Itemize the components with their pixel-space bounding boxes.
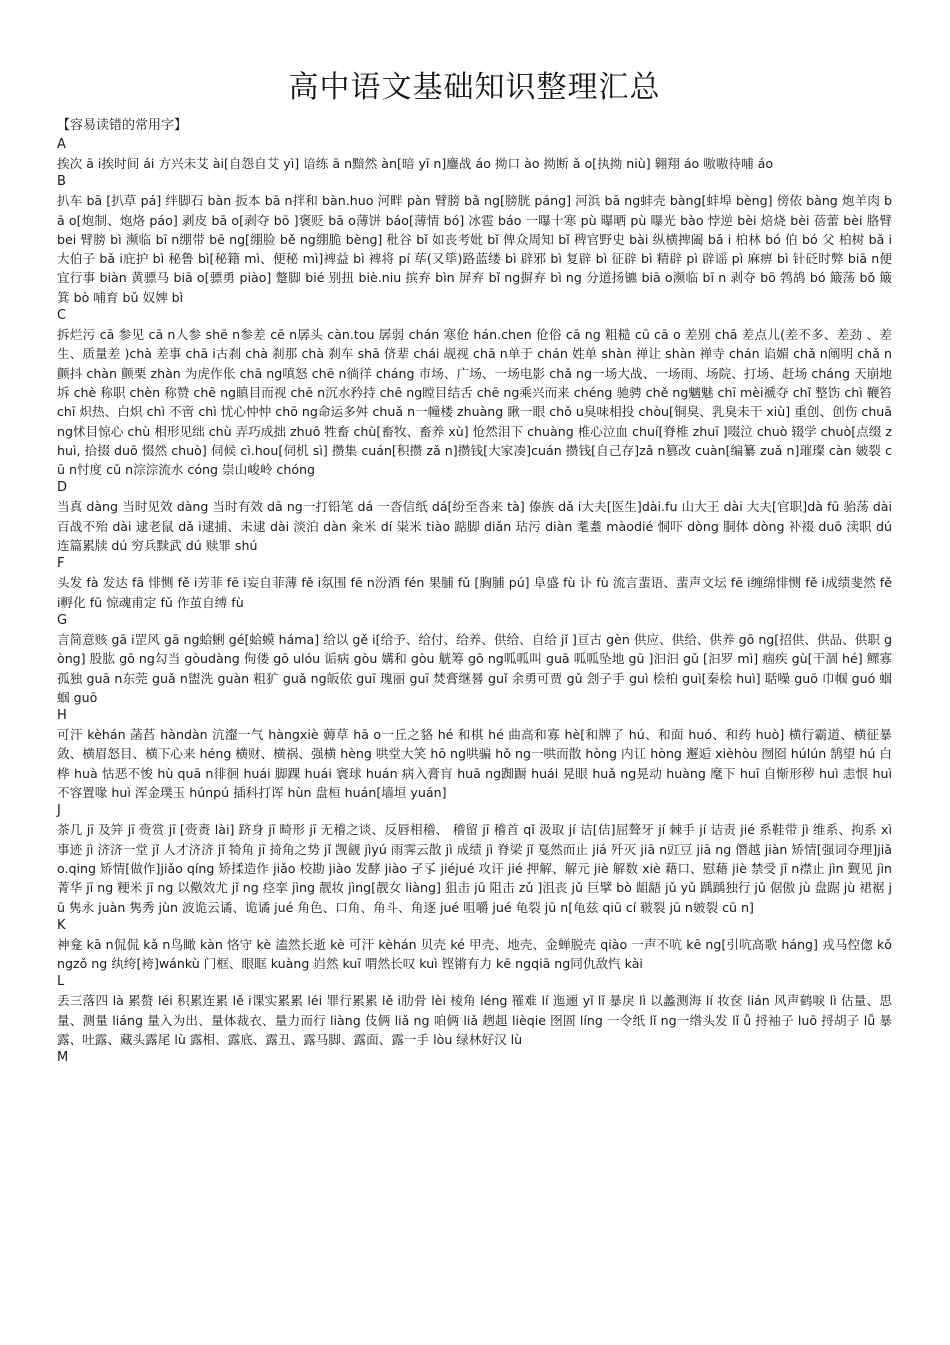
section-entries: 挨次 ā i挨时间 ái 方兴未艾 ài[自怨自艾 yì] 谙练 ā n黯然 àn[暗 yī n]鏖战 áo 拗口 ào 拗断 ǎ o[执拗 niù] 翱翔 áo 嗷嗷待哺 áo — [57, 156, 774, 171]
section-letter: G — [57, 612, 68, 628]
section-letter: D — [57, 480, 68, 496]
section-k — [57, 917, 892, 974]
section-letter: L — [57, 974, 65, 990]
section-entries: 丢三落四 là 累赘 léi 积累连累 lě i课实累累 léi 罪行累累 lě i肋骨 lèi 棱角 léng 罹难 lí 迤逦 yǐ lǐ 暴戾 lì 以蠡测海 lí 妆奁 lián 风声鹤唳 lì 估量、思量、测量 liáng 量入为出、量体裁衣、量力而行 liàng 伎俩 liǎ ng 咱俩 liǎ 趔趄 lièqie 囹圄 líng 一令纸 lǐ ng一绺头发 lǐ ǚ 捋袖子 luō 捋胡子 lǚ 暴露、吐露、藏头露尾 lù 露相、露底、露丑、露马脚、露面、露一手 lòu 绿林好汉 lù — [57, 993, 892, 1047]
section-f — [57, 555, 892, 612]
section-j — [57, 802, 892, 916]
section-entries: 当真 dàng 当时见效 dàng 当时有效 dā ng一打铅笔 dá 一沓信纸 dá[纷至沓来 tà] 傣族 dǎ i大夫[医生]dài.fu 山大王 dài 大夫[官职]dà fū 骀荡 dài 百战不殆 dài 逮老鼠 dǎ i逮捕、未逮 dài 淡泊 dàn 籴米 dí 粜米 tiào 踮脚 diǎn 玷污 diàn 耄耋 màodié 恫吓 dòng 胴体 dòng 补裰 duō 渎职 dú 连篇累牍 dú 穷兵黩武 dú 赎罪 shú — [57, 499, 892, 554]
section-m — [57, 1049, 892, 1067]
section-entries: 扒车 bā [扒草 pá] 绊脚石 bàn 扳本 bā n拌和 bàn.huo 河畔 pàn 臂膀 bǎ ng[膀胱 páng] 河浜 bā ng蚌壳 bàng[蚌埠 bèng] 傍依 bàng 炮羊肉 bā o[炮制、炮烙 páo] 剥皮 bā o[剥夺 bō ]褒贬 bā o薄饼 báo[薄情 bó] 冰雹 báo 一曝十寒 pù 曝晒 pù 曝光 bào 悖逆 bèi 焙烧 bèi 蓓蕾 bèi 胳臂 bei 臂膀 bì 濒临 bī n绷带 bē ng[绷脸 bě ng绷脆 bèng] 秕谷 bǐ 如丧考妣 bǐ 俾众周知 bǐ 稗官野史 bài 纵横捭阖 bǎ i 柏林 bó 伯 bó 父 柏树 bǎ i大伯子 bǎ i庇护 bì 秘鲁 bì[秘籍 mì、便秘 mì]裨益 bì 裨将 pí 荜(又筚)路蓝缕 bì 辟邪 bì 复辟 bì 征辟 bì 精辟 pì 辟谣 pì 麻痹 bì 针砭时弊 biā n便宜行事 biàn 黄骠马 biā o[骠勇 piào] 蹩脚 bié 别扭 biè.niu 摈弃 bìn 屏弃 bǐ ng摒弃 bì ng 分道扬镳 biā o濒临 bī n 剥夺 bō 鹁鸪 bó 簸荡 bǒ 簸箕 bò 哺育 bǔ 奴婢 bì — [57, 193, 892, 305]
section-entries: 可汗 kèhán 菡萏 hàndàn 沆瀣一气 hàngxiè 薅草 hā o一丘之貉 hé 和棋 hé 曲高和寡 hè[和牌了 hú、和面 huó、和药 huò] 横行霸道、横征暴敛、横眉怒目、横下心来 héng 横财、横祸、强横 hèng 哄堂大笑 hō ng哄骗 hǒ ng一哄而散 hòng 内讧 hòng 邂逅 xièhòu 囫囵 húlún 鹄望 hú 白桦 huà 怙恶不悛 hù quā n徘徊 huái 脚踝 huái 寰球 huán 病入膏肓 huā ng踟蹰 huái 晃眼 huǎ ng晃动 huàng 麾下 huī 自惭形秽 huì 恚恨 huì 不容置喙 huì 浑金璞玉 húnpú 插科打诨 hùn 盘桓 huán[墙垣 yuán] — [57, 727, 892, 801]
section-entries: 神龛 kā n侃侃 kǎ n鸟瞰 kàn 恪守 kè 溘然长逝 kè 可汗 kèhán 贝壳 ké 甲壳、地壳、金蝉脱壳 qiào 一声不吭 kē ng[引吭高歌 háng] 戎马倥偬 kǒ ngzǒ ng 纨绔[袴]wánkù 门框、眼眶 kuàng 岿然 kuī 喟然长叹 kuì 铿锵有力 kē ngqiā ng同仇敌忾 kài — [57, 936, 892, 972]
section-subtitle: 【容易读错的常用字】 — [57, 118, 188, 133]
section-a — [57, 136, 892, 173]
section-letter: M — [57, 1050, 69, 1066]
section-letter: C — [57, 308, 67, 324]
section-entries: 茶几 jī 及笄 jī 赍赏 jī [赍赉 lài] 跻身 jī 畸形 jī 无稽之谈、反唇相稽、 稽留 jī 稽首 qǐ 汲取 jí 诘[佶]屈聱牙 jí 棘手 jí 诘责 jié 系鞋带 jì 维系、拘系 xì 事迹 jì 济济一堂 jǐ 人才济济 jǐ 犄角 jī 掎角之势 jǐ 觊觎 jìyú 雨霁云散 jì 成绩 jì 脊梁 jǐ 戛然而止 jiá 歼灭 jiā n豇豆 jiā ng 僭越 jiàn 矫情[强词夺理]jiǎo.qing 矫情[做作]jiǎo qíng 矫揉造作 jiǎo 校勘 jiào 发酵 jiào 孑孓 jiéjué 攻讦 jié 押解、解元 jiè 解数 xiè 藉口、慰藉 jiè 禁受 jī n襟止 jìn 觐见 jìn 菁华 jī ng 粳米 jī ng 以儆效尤 jǐ ng 痉挛 jìng 靓妆 jìng[靓女 liàng] 狙击 jū 阻击 zǔ ]沮丧 jǔ 巨擘 bò 龃龉 jǔ yǔ 踽踽独行 jǔ 倨傲 jù 盘踞 jù 裙裾 jū 隽永 juàn 隽秀 jùn 波诡云谲、诡谲 jué 角色、口角、角斗、角逐 jué 咀嚼 jué 龟裂 jū n[龟兹 qiū cí 皲裂 jū n皴裂 cū n] — [57, 822, 892, 915]
section-l — [57, 973, 892, 1049]
section-entries: 头发 fà 发达 fā 悱恻 fě i芳菲 fē i妄自菲薄 fě i氛围 fē n汾酒 fén 果脯 fǔ [胸脯 pú] 阜盛 fù 讣 fù 流言蜚语、蜚声文坛 fē i缠绵悱恻 fě i成绩斐然 fě i孵化 fū 惊魂甫定 fǔ 作茧自缚 fù — [57, 575, 892, 610]
section-b — [57, 173, 892, 307]
section-c — [57, 307, 892, 479]
section-entries: 言简意赅 gā i罡风 gā ng蛤蜊 gé[蛤蟆 háma] 给以 gě i[给予、给付、给养、供给、自给 jǐ ]亘古 gèn 供应、供给、供养 gō ng[招供、供品、供职 gòng] 股肱 gō ng勾当 gòudàng 佝偻 gō ulóu 诟病 gòu 媾和 gòu 觥筹 gō ng呱呱叫 guā 呱呱坠地 gū ]汩汩 gǔ [汩罗 mì] 痼疾 gù[干涸 hé] 鳏寡孤独 guā n东莞 guǎ n盥洗 guàn 粗犷 guǎ ng皈依 guī 瑰丽 guī 焚膏继晷 guǐ 余勇可贾 gǔ 刽子手 guì 桧柏 guì[秦桧 huì] 聒噪 guō 巾帼 guó 蝈蝈 guō — [57, 631, 892, 705]
document-page — [57, 62, 892, 1067]
section-d — [57, 479, 892, 555]
section-g — [57, 612, 892, 707]
section-h — [57, 707, 892, 802]
page-title: 高中语文基础知识整理汇总 — [288, 70, 661, 105]
section-letter: A — [57, 137, 66, 152]
section-entries: 拆烂污 cā 参见 cā n人参 shē n参差 cē n孱头 càn.tou 孱弱 chán 寒伧 hán.chen 伧俗 cā ng 粗糙 cū cā o 差别 chā 差点儿(差不多、差劲 、差生、质量差 )chà 差事 chā i古刹 chà 刹那 chà 刹车 shā 侪辈 chái 觇视 chā n单于 chán 姓单 shàn 禅让 shàn 禅寺 chán 谄媚 chǎ n阐明 chǎ n颤抖 chàn 颤栗 zhàn 为虎作伥 chā ng嗔怒 chē n徜徉 cháng 市场、广场、一场电影 chǎ ng一场大战、一场雨、场院、打场、赶场 cháng 天崩地坼 chè 称职 chèn 称赞 chē ng瞋目而视 chē n沉水矜持 chē ng瞠目结舌 chē ng乘兴而来 chéng 驰骋 chě ng魑魅 chī mèi褫夺 chǐ 整饬 chì 鞭笞 chī 炽热、白炽 chì 不啻 chì 忧心忡忡 chō ng命运多舛 chuǎ n一幢楼 zhuàng 瞅一眼 chǒ u臭味相投 chòu[铜臭、乳臭未干 xiù] 重创、创伤 chuā ng怵目惊心 chù 相形见绌 chù 弄巧成拙 zhuō 牲畜 chù[畜牧、畜养 xù] 怆然泪下 chuàng 椎心泣血 chuí[脊椎 zhuī ]啜泣 chuò 辍学 chuò[点缀 zhuì, 拾掇 duō 惙然 chuò] 伺候 cì.hou[伺机 sì] 攒集 cuán[积攒 zǎ n]攒钱[大家凑]cuán 攒钱[自己存]zǎ n篡改 cuàn[编纂 zuǎ n]璀璨 càn 皴裂 cū n忖度 cǔ n淙淙流水 cóng 崇山峻岭 chóng — [57, 327, 892, 478]
section-letter: J — [57, 803, 61, 819]
section-letter: F — [57, 556, 65, 572]
section-letter: B — [57, 174, 66, 190]
section-letter: K — [57, 917, 66, 933]
section-letter: H — [57, 708, 67, 724]
